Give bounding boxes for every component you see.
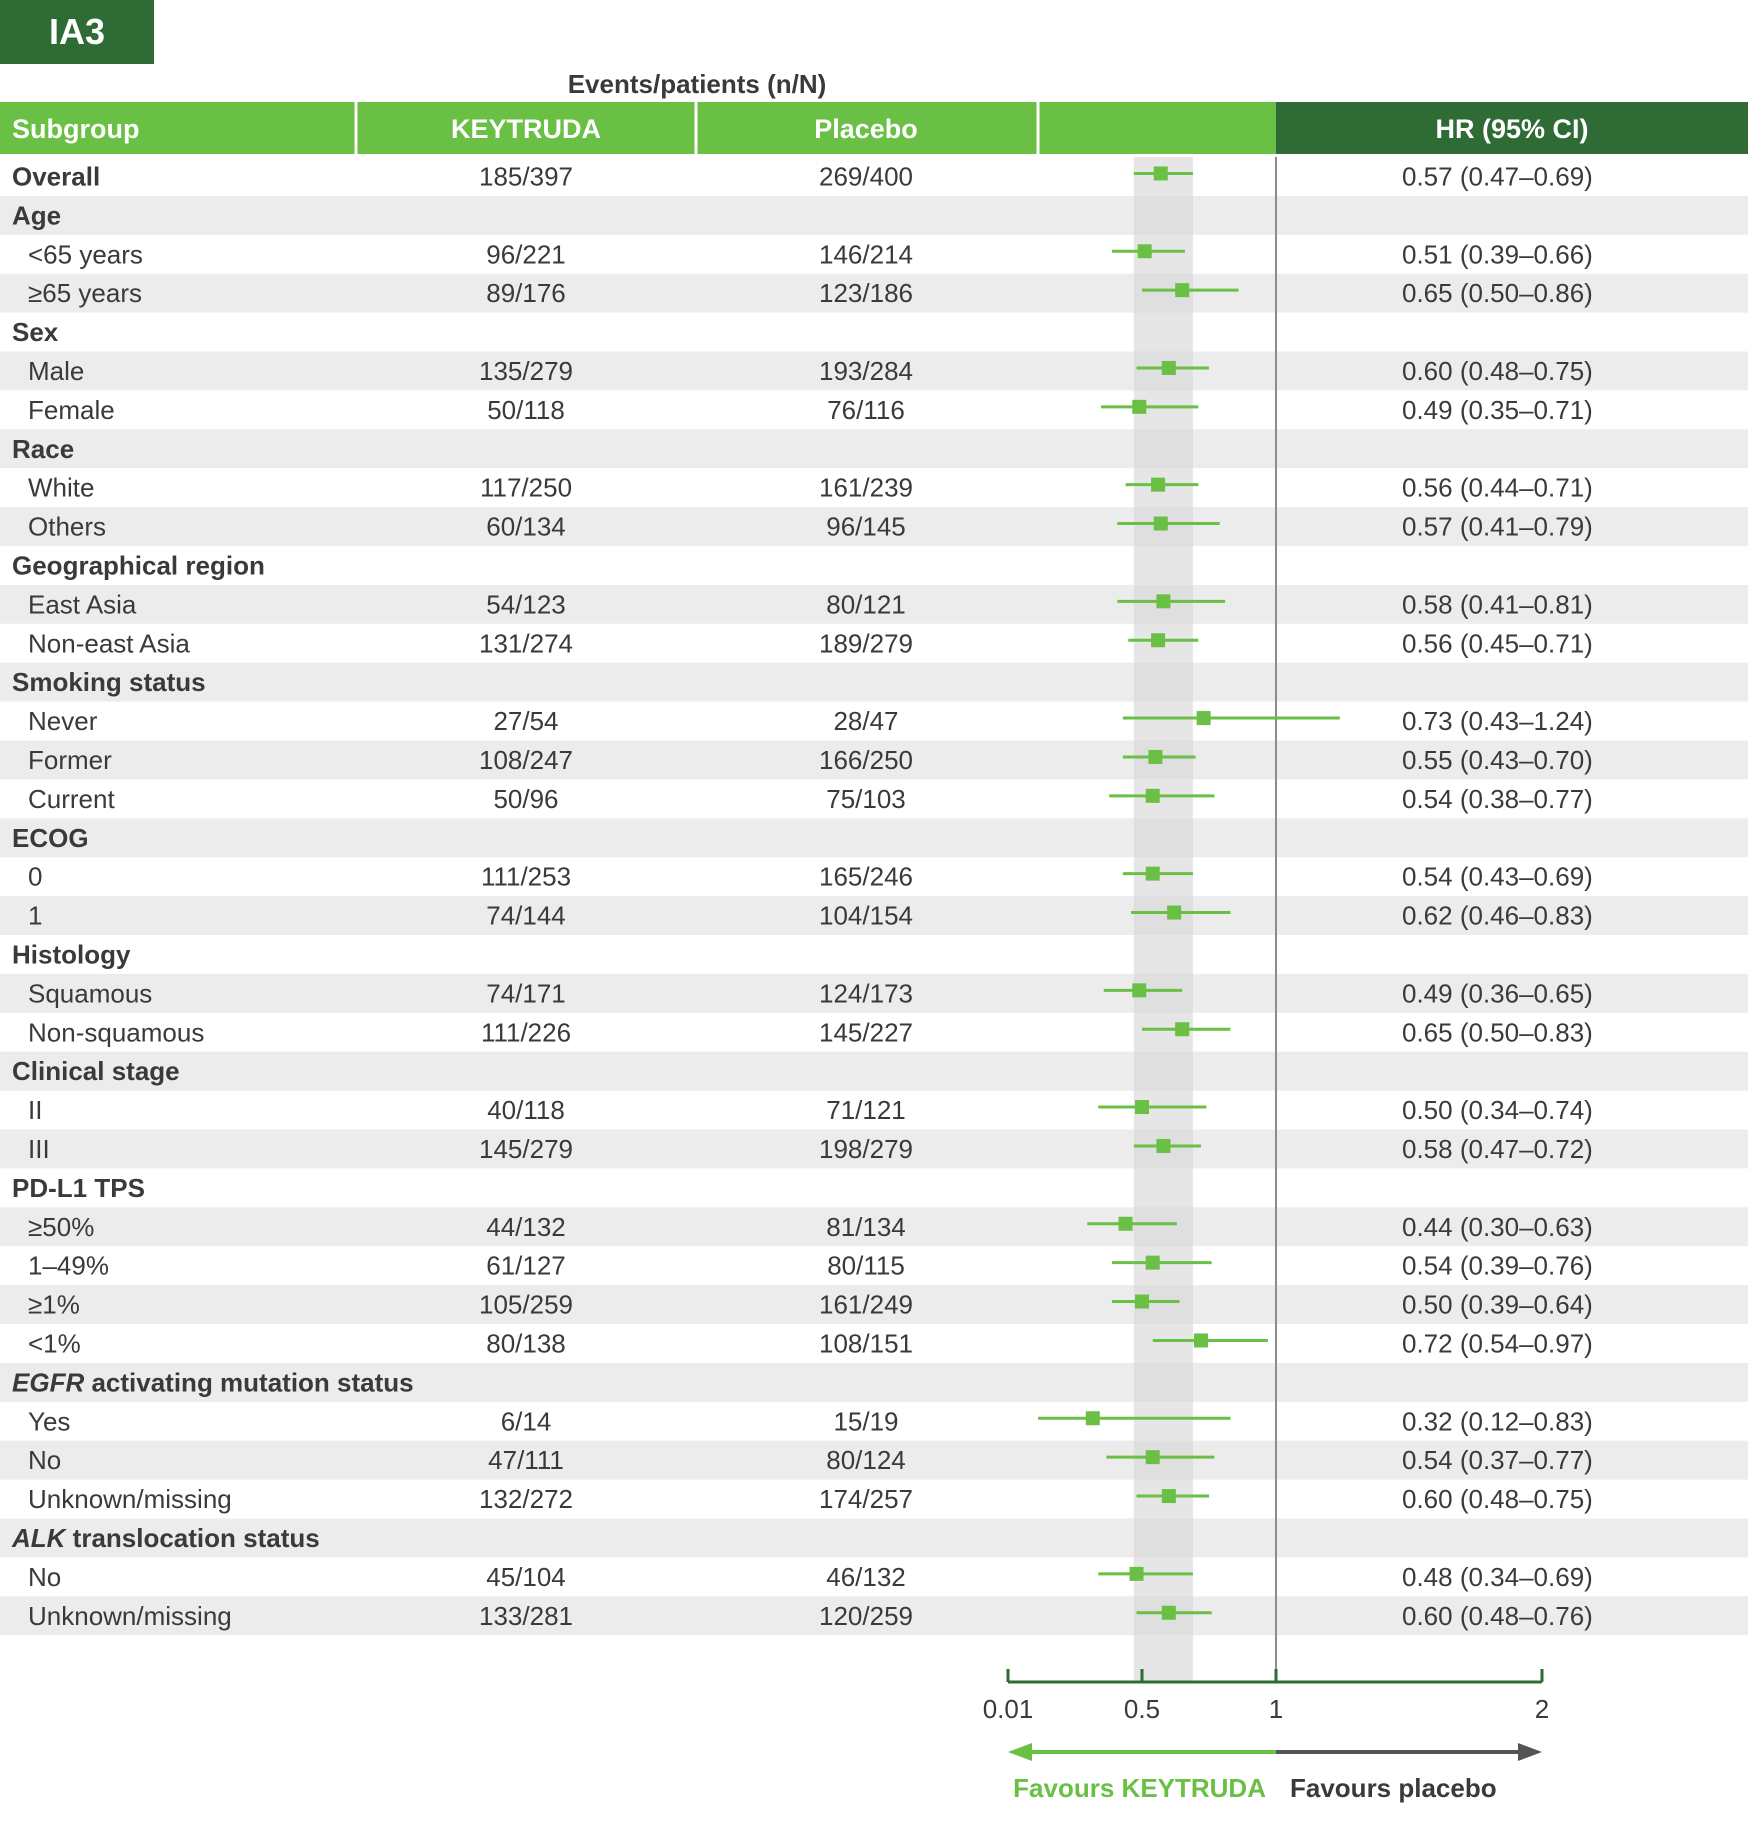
keytruda-value: 185/397 (479, 161, 573, 192)
subgroup-label: Non-east Asia (28, 628, 190, 659)
keytruda-value: 111/226 (480, 1017, 572, 1048)
placebo-value: 193/284 (819, 355, 913, 386)
keytruda-value: 74/144 (486, 900, 566, 931)
favours-keytruda-label: Favours KEYTRUDA (1013, 1773, 1266, 1803)
placebo-value: 108/151 (819, 1328, 913, 1359)
point-estimate (1148, 750, 1162, 764)
hr-value: 0.50 (0.39–0.64) (1402, 1289, 1593, 1320)
column-header-subgroup: Subgroup (12, 114, 140, 144)
subgroup-label: Squamous (28, 978, 153, 1009)
subgroup-label: Male (28, 355, 85, 386)
placebo-value: 198/279 (819, 1133, 913, 1164)
hr-value: 0.54 (0.43–0.69) (1402, 861, 1593, 892)
subgroup-label: Current (28, 783, 115, 814)
placebo-value: 124/173 (819, 978, 913, 1009)
hr-value: 0.72 (0.54–0.97) (1402, 1328, 1593, 1359)
placebo-value: 71/121 (826, 1095, 906, 1126)
keytruda-value: 145/279 (479, 1133, 573, 1164)
hr-value: 0.60 (0.48–0.76) (1402, 1600, 1593, 1631)
favours-placebo-label: Favours placebo (1290, 1773, 1497, 1803)
subgroup-label: 1 (28, 900, 43, 931)
keytruda-value: 105/259 (479, 1289, 573, 1320)
subgroup-header: Histology (12, 939, 131, 970)
placebo-value: 76/116 (827, 394, 905, 425)
keytruda-value: 131/274 (479, 628, 573, 659)
point-estimate (1156, 594, 1170, 608)
subgroup-header: Smoking status (12, 667, 206, 698)
point-estimate (1154, 166, 1168, 180)
overall-ci-band (1134, 157, 1193, 1683)
point-estimate (1132, 983, 1146, 997)
keytruda-value: 61/127 (486, 1250, 566, 1281)
keytruda-value: 27/54 (493, 706, 559, 737)
subgroup-label: Overall (12, 161, 101, 192)
subgroup-header: Geographical region (12, 550, 265, 581)
badge-label: IA3 (48, 11, 106, 52)
favours-keytruda-arrowhead (1008, 1743, 1032, 1761)
subgroup-label: <1% (28, 1328, 81, 1359)
keytruda-value: 108/247 (479, 744, 573, 775)
keytruda-value: 132/272 (479, 1484, 573, 1515)
placebo-value: 145/227 (819, 1017, 913, 1048)
subgroup-label: <65 years (28, 239, 143, 270)
placebo-value: 46/132 (826, 1561, 906, 1592)
point-estimate (1146, 1256, 1160, 1270)
column-header-placebo: Placebo (814, 114, 918, 144)
hr-value: 0.62 (0.46–0.83) (1402, 900, 1593, 931)
placebo-value: 15/19 (833, 1406, 899, 1437)
subgroup-label: No (28, 1445, 62, 1476)
point-estimate (1194, 1333, 1208, 1347)
point-estimate (1119, 1217, 1133, 1231)
placebo-value: 104/154 (819, 900, 913, 931)
keytruda-value: 74/171 (486, 978, 566, 1009)
hr-value: 0.60 (0.48–0.75) (1402, 1484, 1593, 1515)
subgroup-label: Never (28, 706, 98, 737)
placebo-value: 166/250 (819, 744, 913, 775)
subgroup-header: Sex (12, 317, 59, 348)
keytruda-value: 45/104 (486, 1561, 566, 1592)
keytruda-value: 40/118 (487, 1095, 565, 1126)
subgroup-label: White (28, 472, 95, 503)
x-tick-label: 0.5 (1123, 1694, 1161, 1724)
point-estimate (1154, 517, 1168, 531)
hr-value: 0.54 (0.38–0.77) (1402, 783, 1593, 814)
hr-value: 0.73 (0.43–1.24) (1402, 706, 1593, 737)
row-stripe (0, 663, 1748, 702)
subgroup-header: Clinical stage (12, 1056, 180, 1087)
x-tick-label: 1 (1268, 1694, 1284, 1724)
point-estimate (1132, 400, 1146, 414)
placebo-value: 96/145 (826, 511, 906, 542)
events-header: Events/patients (n/N) (567, 69, 827, 99)
subgroup-label: 0 (28, 861, 43, 892)
row-stripe (0, 196, 1748, 235)
keytruda-value: 133/281 (479, 1600, 573, 1631)
x-tick-label: 0.01 (982, 1694, 1034, 1724)
hr-value: 0.65 (0.50–0.83) (1402, 1017, 1593, 1048)
subgroup-header: PD-L1 TPS (12, 1172, 145, 1203)
keytruda-value: 50/118 (487, 394, 565, 425)
hr-value: 0.44 (0.30–0.63) (1402, 1211, 1593, 1242)
subgroup-header-italic: ALK (12, 1522, 66, 1553)
point-estimate (1167, 906, 1181, 920)
point-estimate (1175, 283, 1189, 297)
placebo-value: 189/279 (819, 628, 913, 659)
keytruda-value: 111/253 (480, 861, 572, 892)
header-bar (0, 102, 1276, 154)
subgroup-label: Yes (28, 1406, 71, 1437)
placebo-value: 28/47 (833, 706, 899, 737)
hr-value: 0.48 (0.34–0.69) (1402, 1561, 1593, 1592)
keytruda-value: 60/134 (486, 511, 566, 542)
hr-value: 0.58 (0.47–0.72) (1402, 1133, 1593, 1164)
point-estimate (1175, 1022, 1189, 1036)
point-estimate (1156, 1139, 1170, 1153)
hr-value: 0.49 (0.35–0.71) (1402, 394, 1593, 425)
column-header-hr: HR (95% CI) (1435, 114, 1589, 144)
keytruda-value: 6/14 (500, 1406, 552, 1437)
keytruda-value: 47/111 (488, 1445, 564, 1476)
point-estimate (1197, 711, 1211, 725)
subgroup-header (11, 1523, 320, 1553)
hr-value: 0.58 (0.41–0.81) (1402, 589, 1593, 620)
placebo-value: 123/186 (819, 278, 913, 309)
hr-value: 0.50 (0.34–0.74) (1402, 1095, 1593, 1126)
hr-value: 0.55 (0.43–0.70) (1402, 744, 1593, 775)
point-estimate (1162, 361, 1176, 375)
keytruda-value: 117/250 (479, 472, 573, 503)
subgroup-label: ≥50% (28, 1211, 95, 1242)
keytruda-value: 89/176 (486, 278, 566, 309)
keytruda-value: 44/132 (486, 1211, 566, 1242)
row-stripe (0, 429, 1748, 468)
subgroup-header-italic: EGFR (12, 1367, 85, 1398)
point-estimate (1130, 1567, 1144, 1581)
subgroup-label: Former (28, 744, 112, 775)
subgroup-label: ≥1% (28, 1289, 80, 1320)
point-estimate (1146, 1450, 1160, 1464)
point-estimate (1135, 1100, 1149, 1114)
point-estimate (1086, 1411, 1100, 1425)
point-estimate (1151, 633, 1165, 647)
subgroup-header-rest: translocation status (65, 1522, 320, 1553)
placebo-value: 161/239 (819, 472, 913, 503)
hr-value: 0.54 (0.39–0.76) (1402, 1250, 1593, 1281)
hr-value: 0.56 (0.44–0.71) (1402, 472, 1593, 503)
hr-value: 0.60 (0.48–0.75) (1402, 355, 1593, 386)
hr-value: 0.51 (0.39–0.66) (1402, 239, 1593, 270)
placebo-value: 165/246 (819, 861, 913, 892)
keytruda-value: 80/138 (486, 1328, 566, 1359)
placebo-value: 75/103 (826, 783, 906, 814)
keytruda-value: 54/123 (486, 589, 566, 620)
placebo-value: 81/134 (826, 1211, 906, 1242)
subgroup-label: II (28, 1095, 43, 1126)
hr-value: 0.32 (0.12–0.83) (1402, 1406, 1593, 1437)
point-estimate (1138, 244, 1152, 258)
subgroup-label: Others (28, 511, 107, 542)
hr-value: 0.54 (0.37–0.77) (1402, 1445, 1593, 1476)
subgroup-label: Unknown/missing (28, 1600, 232, 1631)
subgroup-header: Age (12, 200, 62, 231)
subgroup-label: Female (28, 394, 115, 425)
point-estimate (1135, 1295, 1149, 1309)
subgroup-header-rest: activating mutation status (84, 1367, 414, 1398)
x-tick-label: 2 (1534, 1694, 1550, 1724)
placebo-value: 80/115 (827, 1250, 905, 1281)
subgroup-label: ≥65 years (28, 278, 142, 309)
point-estimate (1162, 1489, 1176, 1503)
placebo-value: 146/214 (819, 239, 913, 270)
keytruda-value: 96/221 (486, 239, 566, 270)
point-estimate (1162, 1606, 1176, 1620)
subgroup-header: Race (12, 433, 75, 464)
subgroup-label: Unknown/missing (28, 1484, 232, 1515)
point-estimate (1146, 867, 1160, 881)
placebo-value: 174/257 (819, 1484, 913, 1515)
keytruda-value: 50/96 (493, 783, 559, 814)
subgroup-header: ECOG (12, 822, 89, 853)
hr-value: 0.57 (0.47–0.69) (1402, 161, 1593, 192)
subgroup-label: No (28, 1561, 62, 1592)
subgroup-label: Non-squamous (28, 1017, 205, 1048)
hr-value: 0.56 (0.45–0.71) (1402, 628, 1593, 659)
placebo-value: 80/124 (826, 1445, 906, 1476)
column-header-keytruda: KEYTRUDA (450, 114, 602, 144)
hr-value: 0.57 (0.41–0.79) (1402, 511, 1593, 542)
subgroup-header (12, 1367, 414, 1397)
hr-value: 0.65 (0.50–0.86) (1402, 278, 1593, 309)
placebo-value: 120/259 (819, 1600, 913, 1631)
placebo-value: 161/249 (819, 1289, 913, 1320)
subgroup-label: 1–49% (28, 1250, 109, 1281)
placebo-value: 269/400 (819, 161, 913, 192)
favours-placebo-arrowhead (1518, 1743, 1542, 1761)
point-estimate (1146, 789, 1160, 803)
placebo-value: 80/121 (826, 589, 906, 620)
point-estimate (1151, 478, 1165, 492)
subgroup-label: East Asia (28, 589, 137, 620)
subgroup-label: III (28, 1133, 50, 1164)
keytruda-value: 135/279 (479, 355, 573, 386)
row-stripe (0, 1052, 1748, 1091)
hr-value: 0.49 (0.36–0.65) (1402, 978, 1593, 1009)
row-stripe (0, 818, 1748, 857)
